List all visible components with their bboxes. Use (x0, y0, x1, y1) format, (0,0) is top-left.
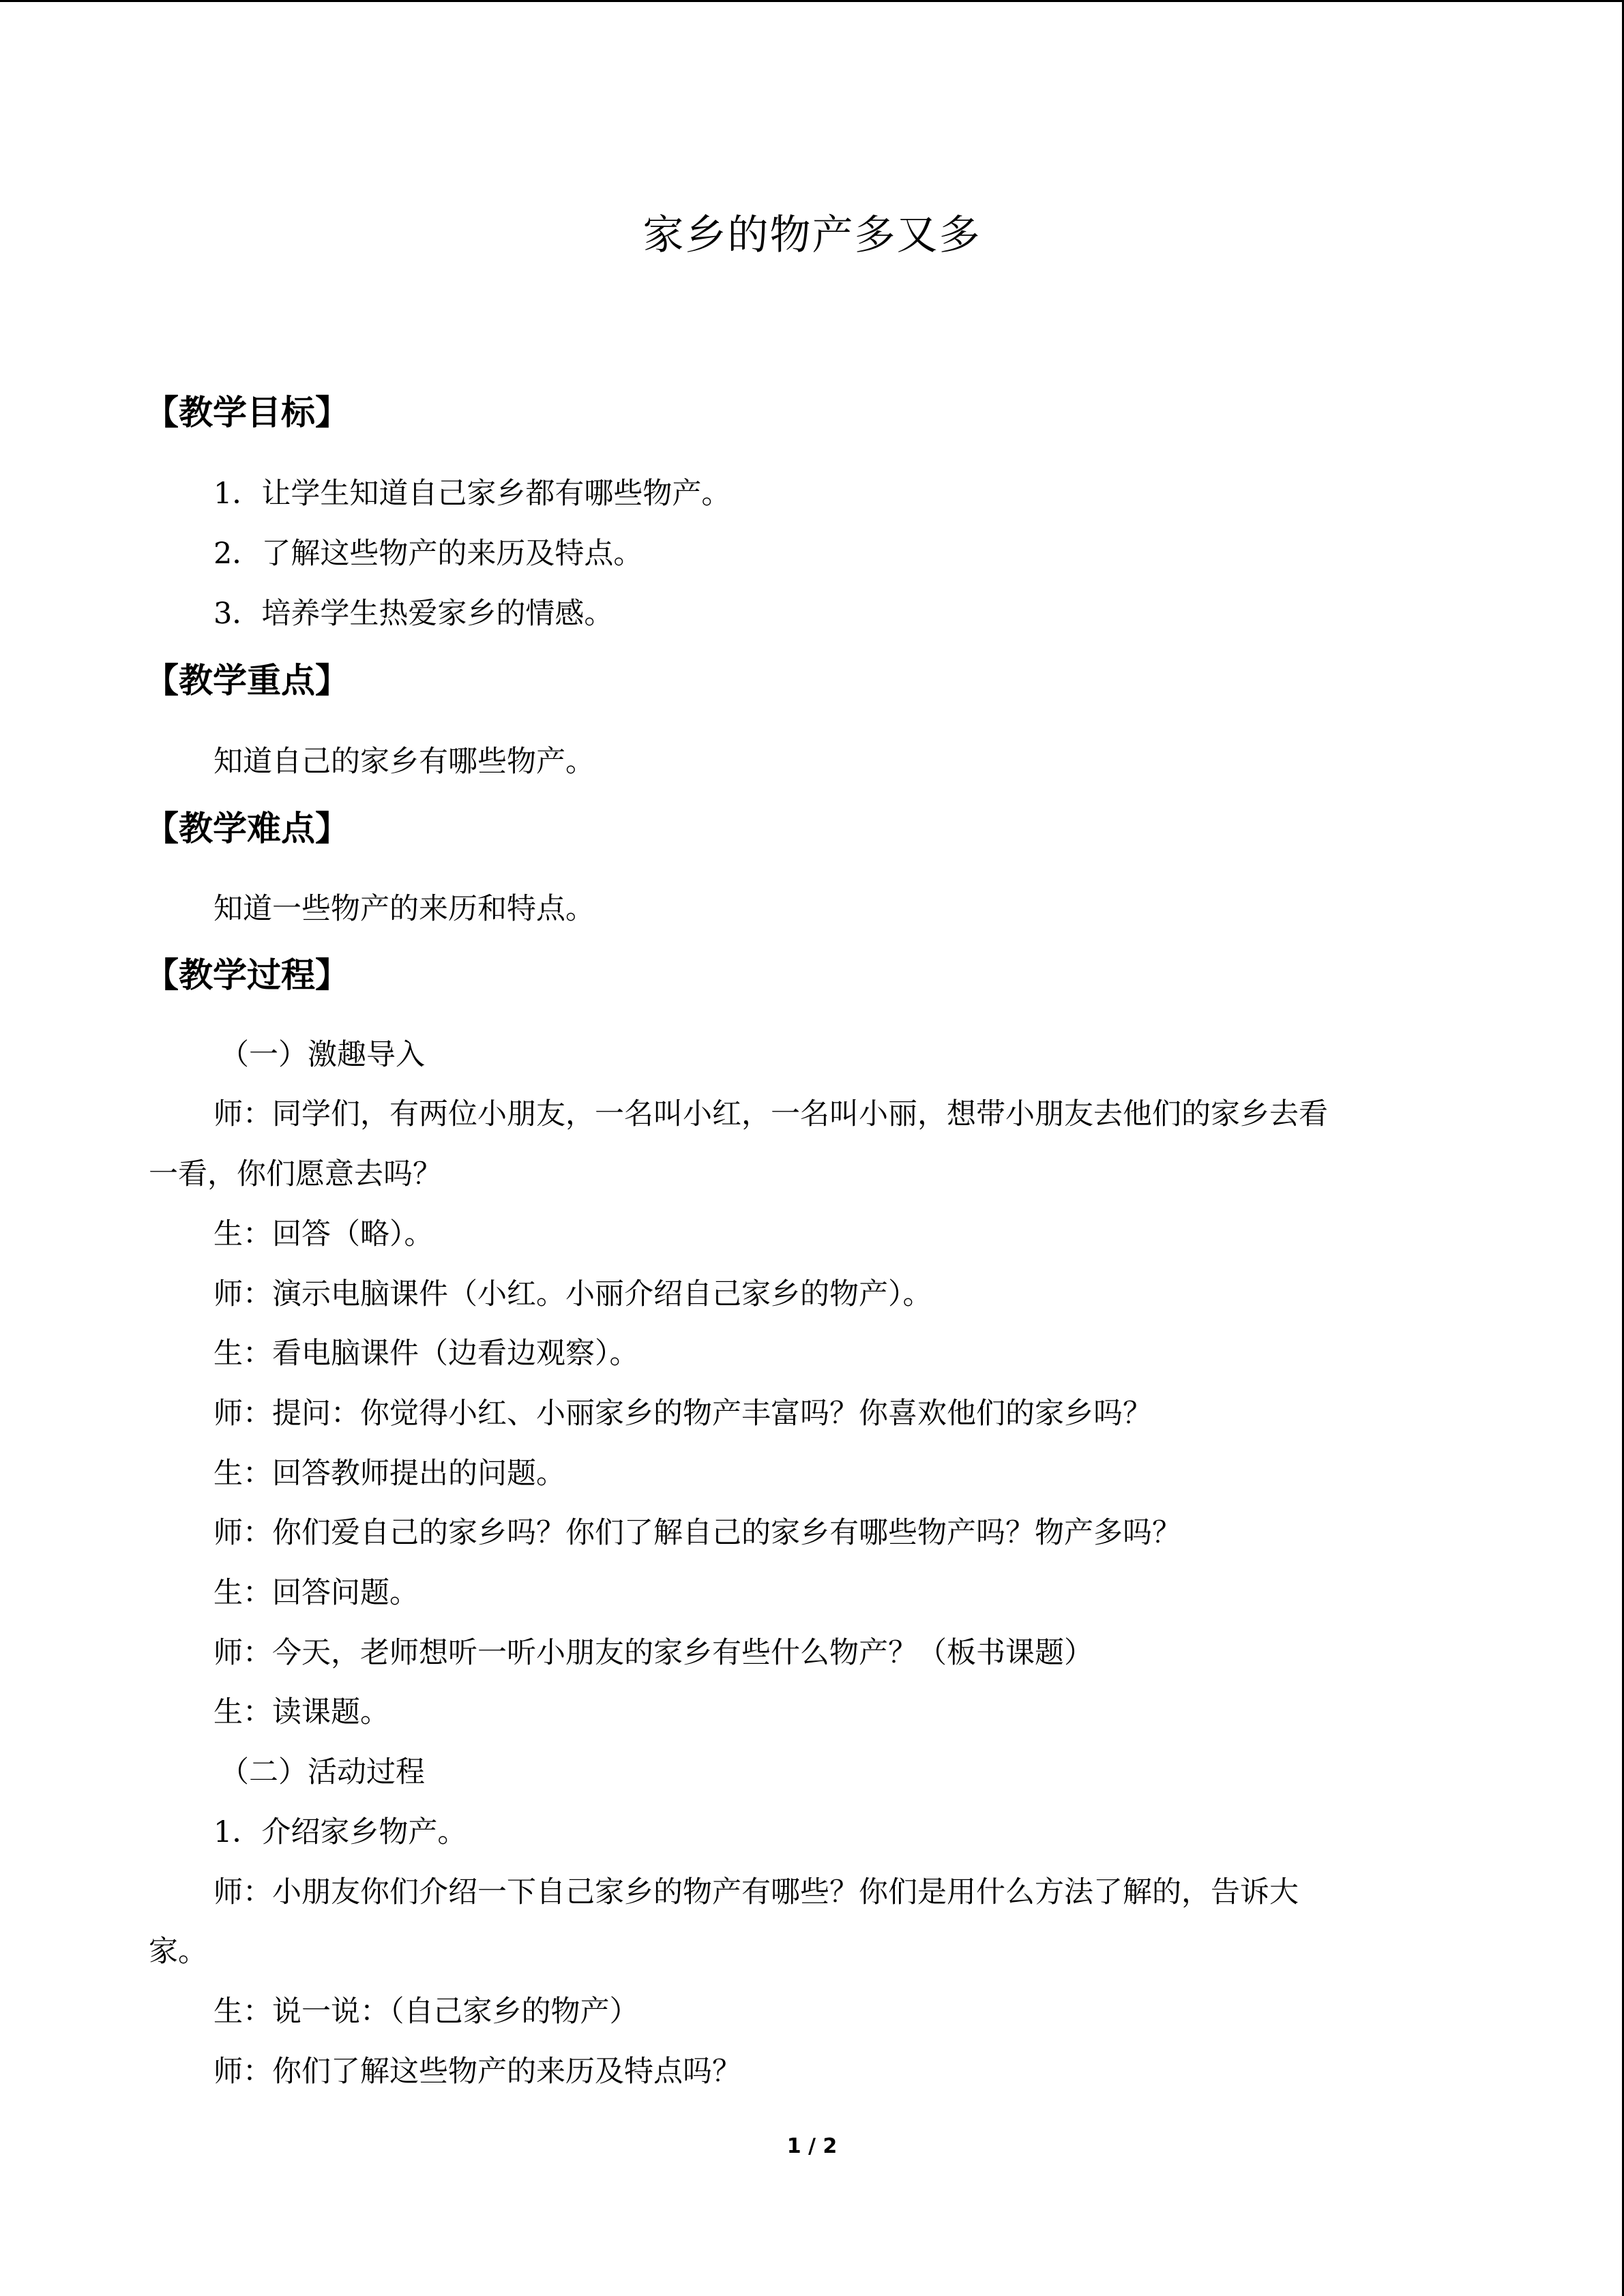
process-line: （二）活动过程 (220, 1755, 425, 1789)
process-line: 一看，你们愿意去吗？ (149, 1157, 442, 1191)
objective-item-2: 2．了解这些物产的来历及特点。 (213, 537, 643, 571)
process-line: 生：回答问题。 (213, 1576, 419, 1610)
heading-process: 【教学过程】 (145, 955, 349, 995)
process-line: 1．介绍家乡物产。 (213, 1815, 467, 1849)
page-number: 1 / 2 (786, 2134, 838, 2158)
objective-item-3: 3．培养学生热爱家乡的情感。 (213, 597, 614, 631)
heading-difficulties: 【教学难点】 (145, 809, 349, 848)
process-line: 生：读课题。 (213, 1695, 389, 1729)
heading-key-points: 【教学重点】 (145, 661, 349, 700)
heading-objectives: 【教学目标】 (145, 393, 349, 432)
document-title: 家乡的物产多又多 (643, 211, 981, 259)
process-line: 家。 (149, 1935, 207, 1969)
process-line: 生：回答教师提出的问题。 (213, 1457, 565, 1491)
process-line: 师：小朋友你们介绍一下自己家乡的物产有哪些？你们是用什么方法了解的，告诉大 (213, 1875, 1299, 1909)
process-line: （一）激趣导入 (220, 1038, 425, 1072)
process-line: 生：说一说：（自己家乡的物产） (213, 1995, 639, 2029)
process-line: 师：演示电脑课件（小红。小丽介绍自己家乡的物产）。 (213, 1277, 932, 1311)
process-line: 生：回答（略）。 (213, 1217, 434, 1251)
process-line: 师：今天，老师想听一听小朋友的家乡有些什么物产？（板书课题） (213, 1636, 1093, 1670)
process-line: 师：提问：你觉得小红、小丽家乡的物产丰富吗？你喜欢他们的家乡吗？ (213, 1397, 1152, 1431)
objective-item-1: 1．让学生知道自己家乡都有哪些物产。 (213, 477, 731, 511)
difficulties-text: 知道一些物产的来历和特点。 (213, 892, 595, 926)
key-points-text: 知道自己的家乡有哪些物产。 (213, 745, 595, 779)
process-line: 师：你们爱自己的家乡吗？你们了解自己的家乡有哪些物产吗？物产多吗？ (213, 1516, 1181, 1550)
process-line: 师：同学们，有两位小朋友，一名叫小红，一名叫小丽，想带小朋友去他们的家乡去看 (213, 1097, 1328, 1131)
process-line: 师：你们了解这些物产的来历及特点吗？ (213, 2055, 741, 2089)
process-line: 生：看电脑课件（边看边观察）。 (213, 1337, 639, 1371)
